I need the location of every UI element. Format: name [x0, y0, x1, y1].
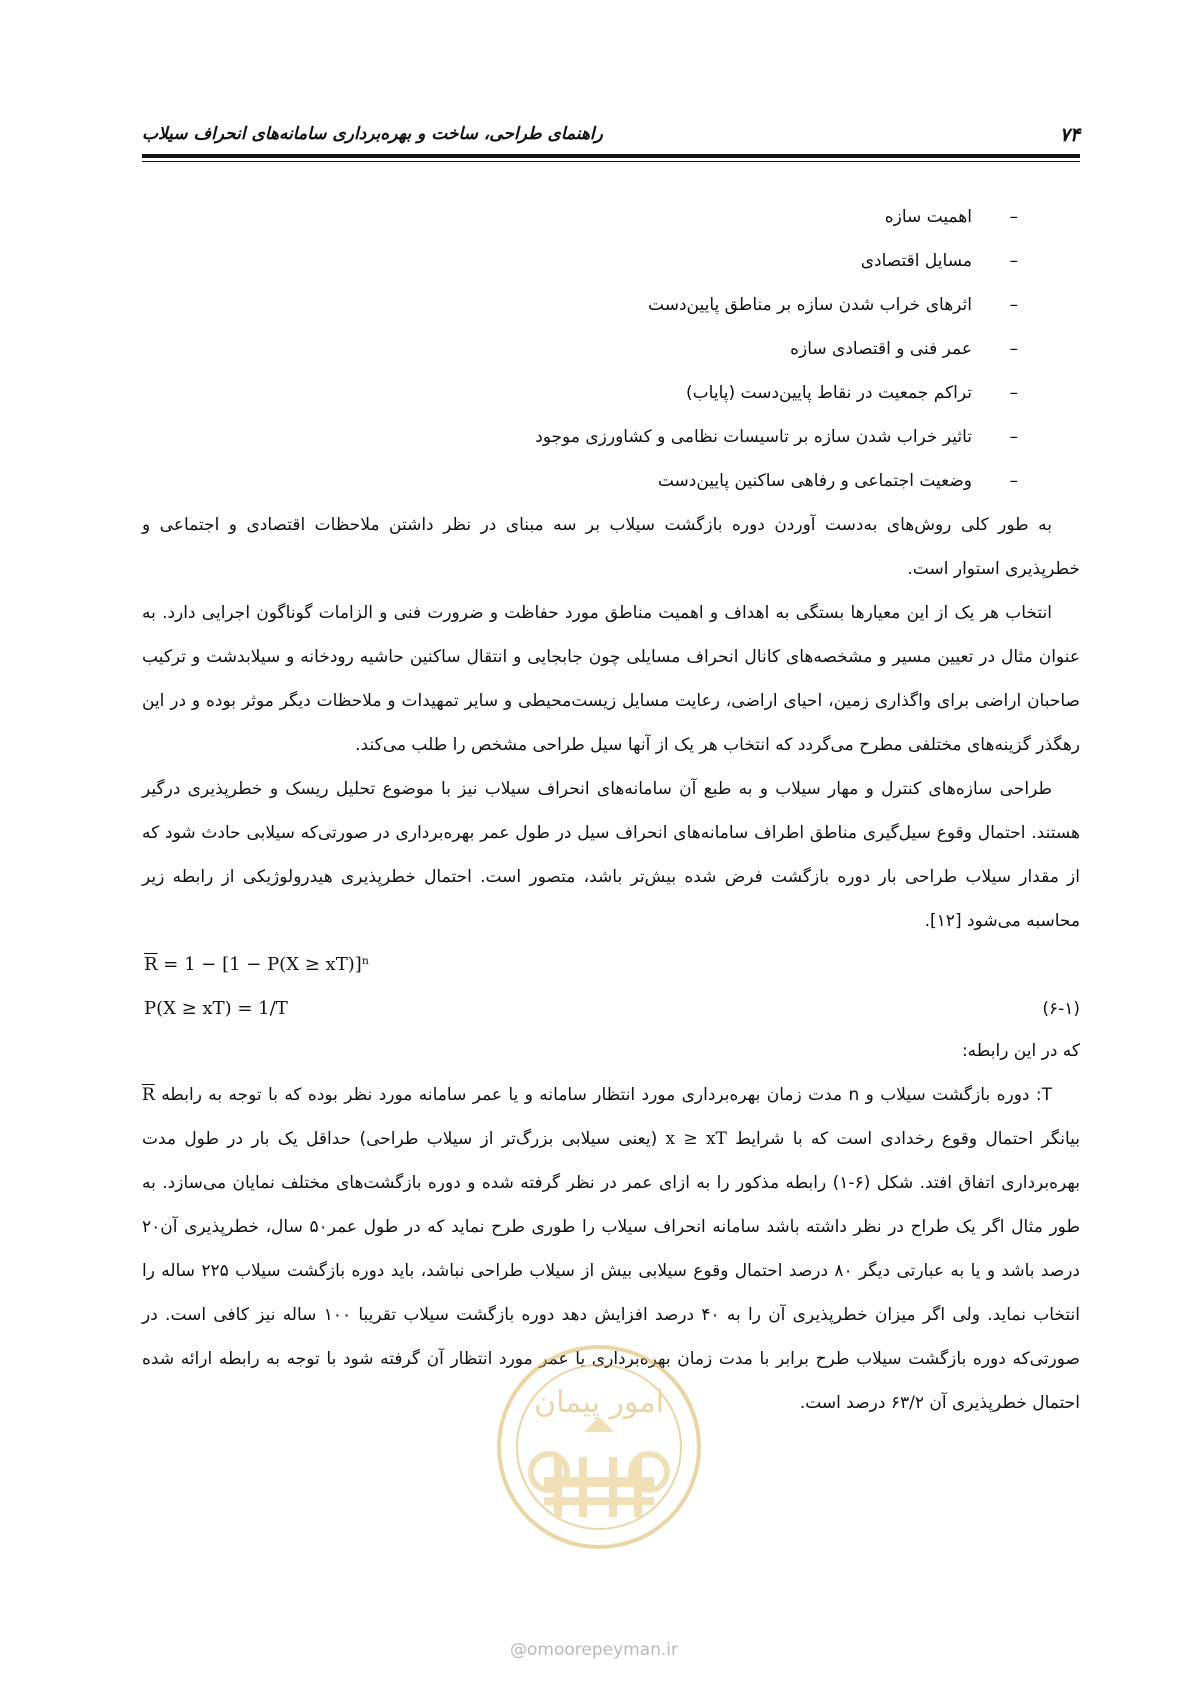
list-item: – مسایل اقتصادی [142, 239, 1080, 283]
header-rule-thick [142, 154, 1080, 158]
page-header [142, 120, 1080, 160]
bullet-dash: – [1009, 339, 1018, 359]
equation-number: (۶-۱) [1042, 999, 1080, 1019]
list-item: – تراکم جمعیت در نقاط پایین‌دست (پایاب) [142, 371, 1080, 415]
page-number: ۷۴ [1059, 124, 1080, 146]
condition-inline: x ≥ xT [665, 1129, 727, 1149]
list-item: – عمر فنی و اقتصادی سازه [142, 327, 1080, 371]
paragraph-methods: به طور کلی روش‌های به‌دست آوردن دوره بازگشت سیلاب بر سه مبنای در نظر داشتن ملاحظات اقتصادی و اجتماعی و خطرپذیری استوار است. [142, 515, 1080, 579]
watermark-logo-icon [484, 1337, 714, 1557]
paragraph-criteria: انتخاب هر یک از این معیارها بستگی به اهداف و اهمیت مناطق مورد حفاظت و ضرورت فنی و الزامات گوناگون اجرایی دارد. به عنوان مثال در تعیین مسیر و مشخصه‌های کانال انحراف مسایلی چون جابجایی و انتقال ساکنین حاشیه رودخانه و سیلابدشت و ترکیب صاحبان اراضی برای واگذاری زمین، احیای اراضی، رعایت مسایل زیست‌محیطی و سایر تمهیدات و ملاحظات دیگر موثر بوده و در این رهگذر گزینه‌های مختلفی مطرح می‌گردد که انتخاب هر یک از آنها سیل طراحی مشخص را طلب می‌کند. [142, 603, 1080, 755]
watermark-url: @omoorepeyman.ir [509, 1640, 679, 1660]
header-rule-thin [142, 161, 1080, 162]
body-text [142, 195, 1080, 1425]
bullet-dash: – [1009, 207, 1018, 227]
running-title: راهنمای طراحی، ساخت و بهره‌برداری سامانه‌های انحراف سیلاب [142, 124, 603, 144]
watermark-logo-text: امور پیمان [534, 1385, 664, 1420]
paragraph-where: که در این رابطه: [961, 1041, 1080, 1061]
formula-probability: P(X ≥ xT) = 1/T [144, 998, 288, 1019]
list-item: – تاثیر خراب شدن سازه بر تاسیسات نظامی و کشاورزی موجود [142, 415, 1080, 459]
formula-risk: $\overline{R} = 1 - [1 - P(X \ge xT)]^n$ [144, 954, 370, 975]
bullet-dash: – [1009, 427, 1018, 447]
list-item: – وضعیت اجتماعی و رفاهی ساکنین پایین‌دست [142, 459, 1080, 503]
bullet-dash: – [1009, 251, 1018, 271]
paragraph-risk: طراحی سازه‌های کنترل و مهار سیلاب و به طبع آن سامانه‌های انحراف سیلاب نیز با موضوع تحلیل ریسک و خطرپذیری درگیر هستند. احتمال وقوع سیل‌گیری مناطق اطراف سامانه‌های انحراف سیل در طول عمر بهره‌برداری در صورتی‌که سیلابی حادث شود که از مقدار سیلاب طراحی بار دوره بازگشت فرض شده بیش‌تر باشد، متصور است. احتمال خطرپذیری هیدرولوژیکی از رابطه زیر محاسبه می‌شود [۱۲]. [142, 779, 1080, 931]
r-bar-inline: $\overline{R}$ [142, 1085, 155, 1105]
bullet-dash: – [1009, 383, 1018, 403]
r-bar-symbol: $\overline{R}$ [144, 954, 158, 975]
bullet-dash: – [1009, 471, 1018, 491]
formula-block [142, 943, 1080, 1029]
bullet-list [142, 195, 1080, 503]
paragraph-explanation: T: دوره بازگشت سیلاب و n مدت زمان بهره‌برداری مورد انتظار سامانه و یا عمر سامانه مورد نظر بوده که با توجه به رابطه $\overline{R}$ بیانگر احتمال وقوع رخدادی است که با شرایط x ≥ xT (یعنی سیلابی بزرگ‌تر از سیلاب طراحی) حداقل یک بار در طول مدت بهره‌برداری اتفاق افتد. شکل (۶-۱) رابطه مذکور را به ازای عمر در نظر گرفته شده و دوره بازگشت‌های مختلف نمایان می‌سازد. به طور مثال اگر یک طراح در نظر داشته باشد سامانه انحراف سیلاب را طوری طرح نماید که در طول عمر۵۰ سال، خطرپذیری آن۲۰ درصد باشد و یا به عبارتی دیگر ۸۰ درصد احتمال وقوع سیلابی بیش از سیلاب طراحی نباشد، باید دوره بازگشت سیلاب ۲۲۵ ساله را انتخاب نماید. ولی اگر میزان خطرپذیری آن را به ۴۰ درصد افزایش دهد دوره بازگشت سیلاب تقریبا ۱۰۰ ساله نیز کافی است. در صورتی‌که دوره بازگشت سیلاب طرح برابر با مدت زمان بهره‌برداری یا عمر مورد انتظار آن گرفته شود با توجه به رابطه ارائه شده احتمال خطرپذیری آن ۶۳/۲ درصد است. [142, 1085, 1081, 1413]
list-item: – اثرهای خراب شدن سازه بر مناطق پایین‌دست [142, 283, 1080, 327]
bullet-dash: – [1009, 295, 1018, 315]
list-item: – اهمیت سازه [142, 195, 1080, 239]
